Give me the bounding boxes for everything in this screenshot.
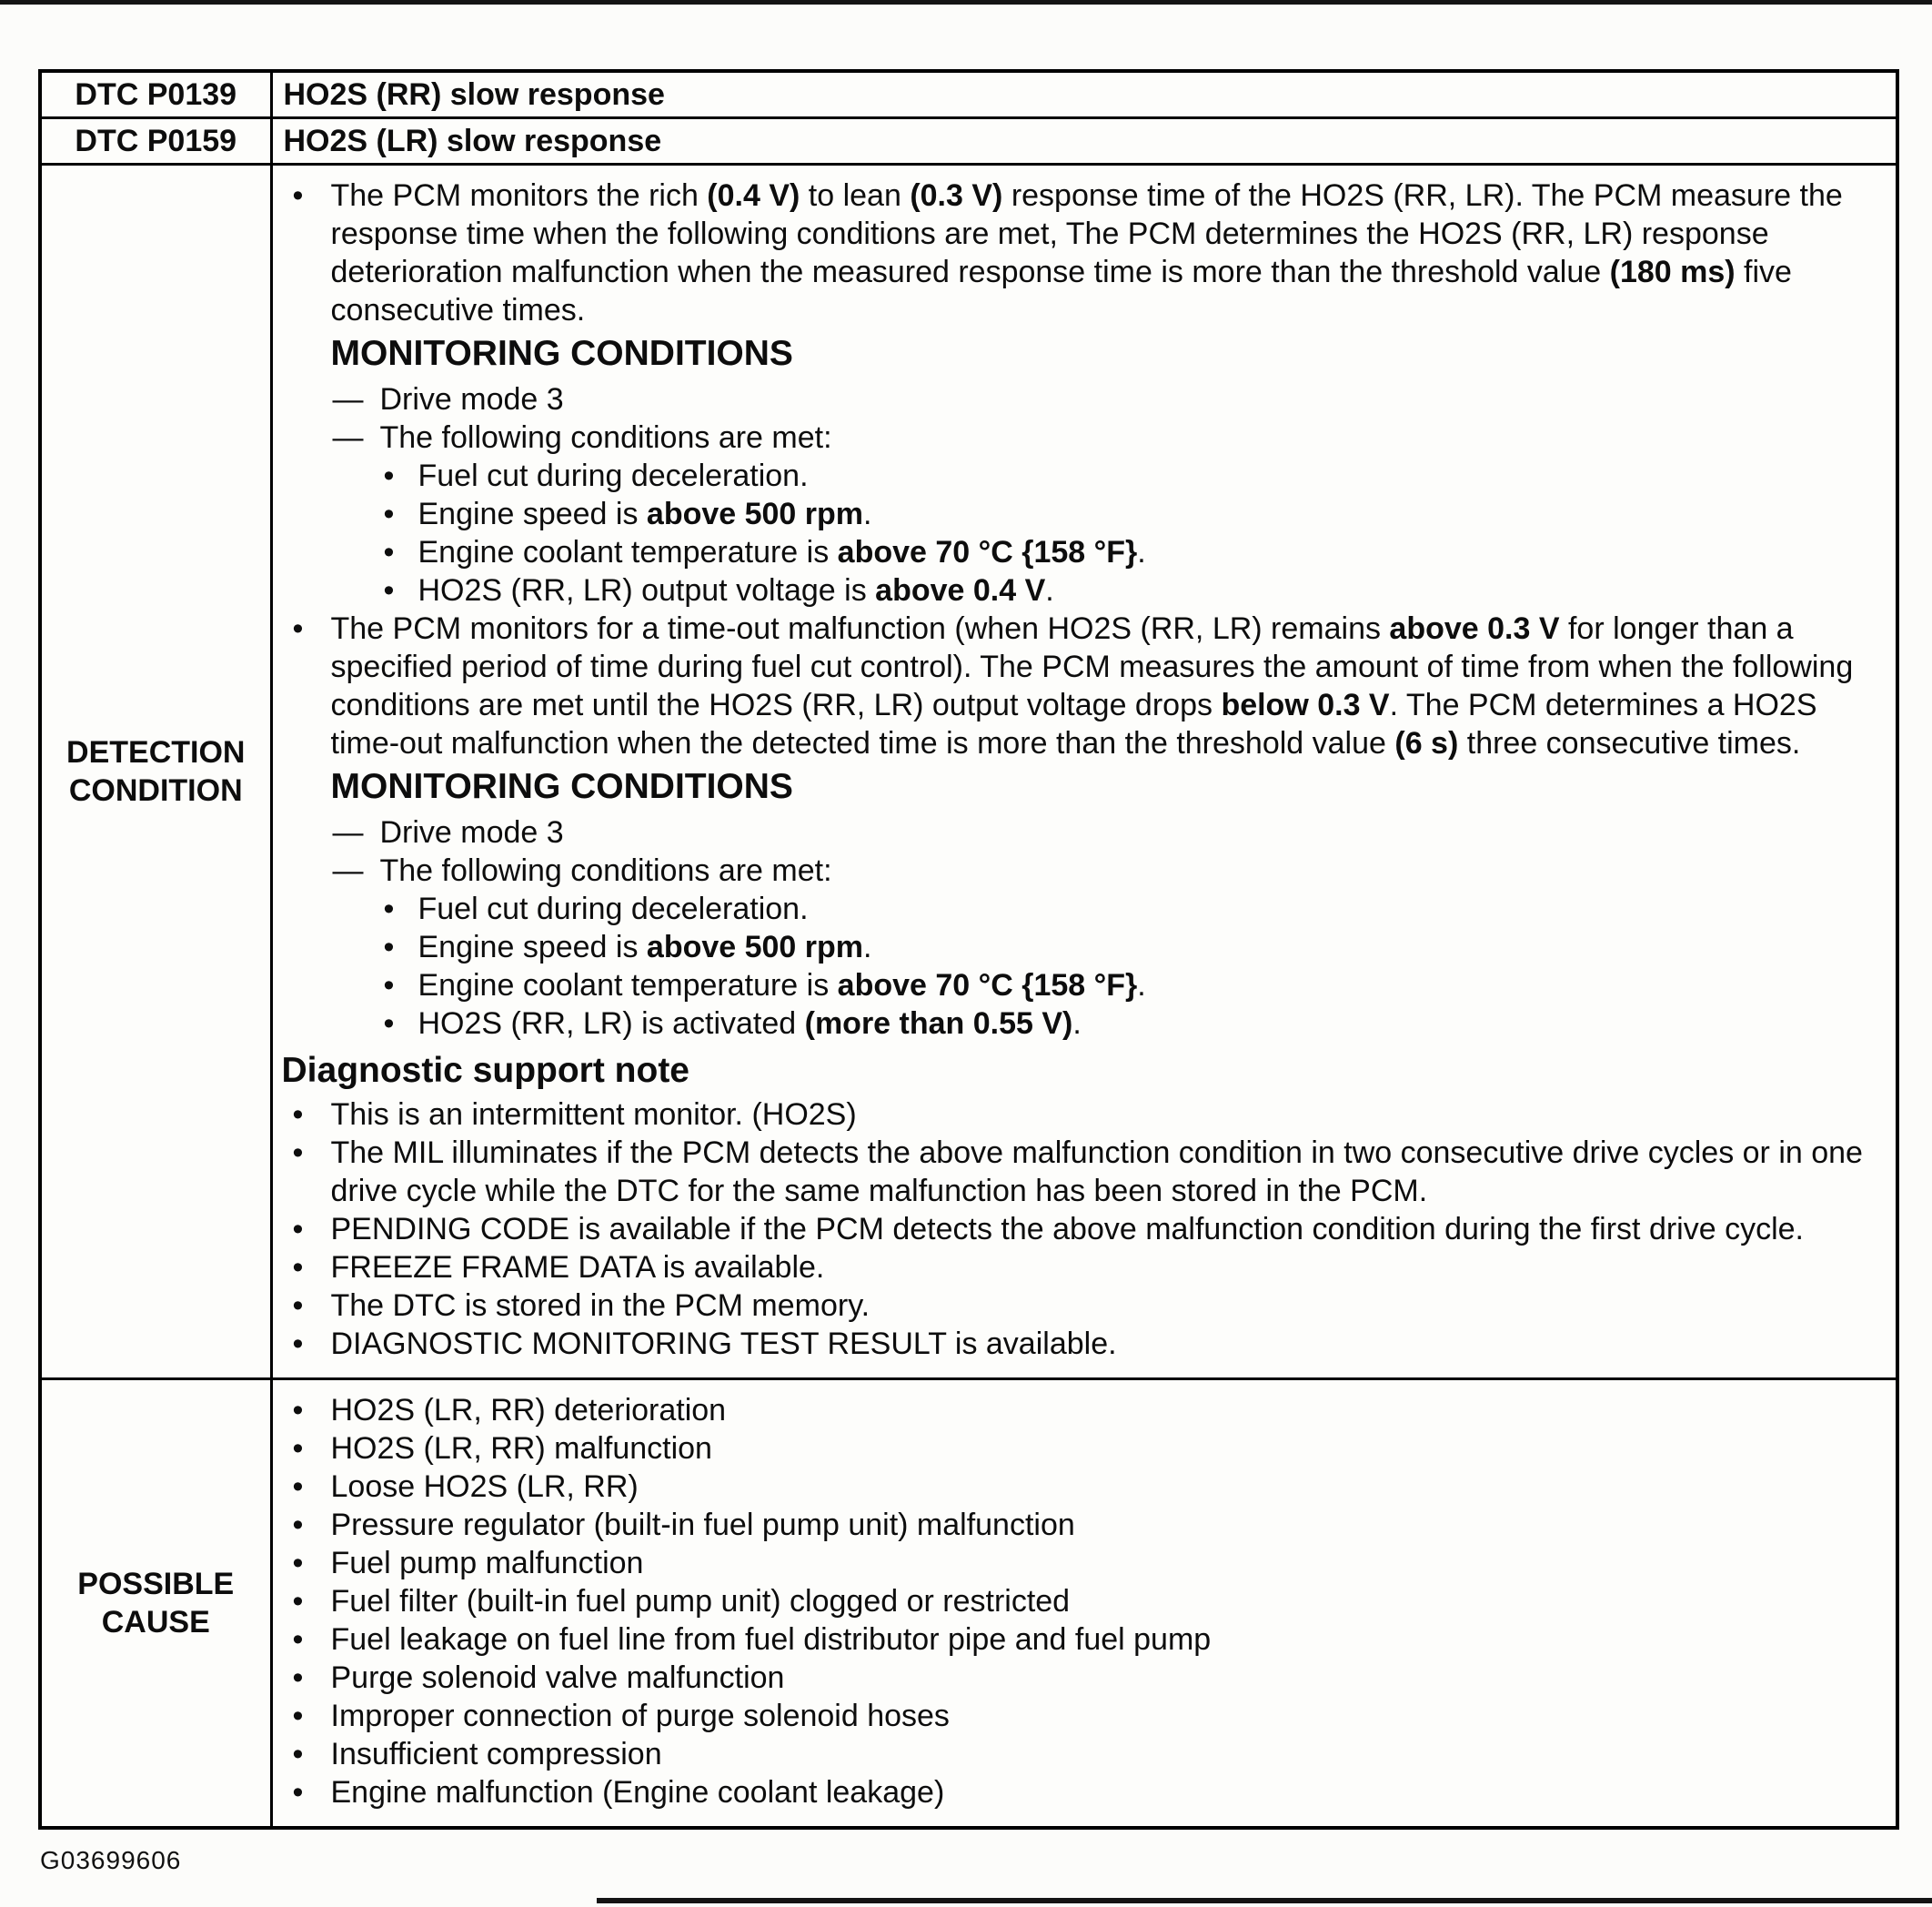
- cause-item: [293, 1659, 1880, 1697]
- text-run: The DTC is stored in the PCM memory.: [330, 1288, 870, 1323]
- sub-bullet-item: [384, 571, 1880, 610]
- item-text: [331, 1582, 1071, 1620]
- item-text: Drive mode 3: [379, 382, 564, 417]
- label-line: DETECTION: [66, 735, 246, 770]
- item-text: [331, 1468, 639, 1506]
- text-run: HO2S (LR, RR) deterioration: [330, 1393, 727, 1428]
- figure-id: G03699606: [40, 1846, 182, 1874]
- monitoring-conditions-heading: MONITORING CONDITIONS: [330, 334, 793, 373]
- text-run: This is an intermittent monitor. (HO2S): [330, 1097, 857, 1132]
- bullet-marker: •: [383, 573, 395, 608]
- bullet-marker: •: [292, 1288, 304, 1323]
- possible-cause-row: [40, 1379, 1897, 1829]
- sub-bullet-item: [384, 533, 1880, 571]
- text-run: Engine speed is: [418, 497, 647, 531]
- cause-item: [293, 1429, 1880, 1468]
- item-text: The following conditions are met:: [379, 853, 832, 888]
- item-text: [331, 1391, 727, 1429]
- label-line: POSSIBLE: [77, 1567, 235, 1601]
- bullet-marker: •: [292, 1135, 304, 1170]
- text-run: Engine coolant temperature is: [418, 968, 838, 1003]
- cause-item: [293, 1391, 1880, 1429]
- dash-marker: —: [332, 853, 364, 888]
- bullet-item: [293, 1325, 1880, 1363]
- text-run: Engine malfunction (Engine coolant leakage): [330, 1775, 945, 1810]
- emphasis-text: (180 ms): [1609, 255, 1736, 289]
- bullet-item: [293, 1286, 1880, 1325]
- item-text: [331, 1659, 785, 1697]
- label-line: CONDITION: [68, 773, 243, 808]
- bullet-marker: •: [292, 611, 304, 646]
- bullet-item: [293, 177, 1880, 329]
- text-run: HO2S (LR, RR) malfunction: [330, 1431, 712, 1466]
- bullet-item: [293, 1248, 1880, 1286]
- bullet-marker: •: [292, 1584, 304, 1619]
- text-run: Fuel cut during deceleration.: [418, 459, 809, 493]
- text-run: .: [1137, 535, 1146, 570]
- cause-item: [293, 1506, 1880, 1544]
- text-run: .: [1137, 968, 1146, 1003]
- label-line: CAUSE: [101, 1605, 210, 1640]
- bullet-marker: •: [292, 1660, 304, 1695]
- text-run: Pressure regulator (built-in fuel pump unit) malfunction: [330, 1508, 1075, 1542]
- emphasis-text: above 70 °C {158 °F}: [837, 968, 1138, 1003]
- bullet-marker: •: [383, 930, 395, 964]
- item-text: The following conditions are met:: [379, 420, 832, 455]
- bullet-marker: •: [292, 1775, 304, 1810]
- bullet-marker: •: [292, 1508, 304, 1542]
- cause-item: [293, 1773, 1880, 1811]
- scan-artifact-top-edge: [0, 0, 1932, 5]
- possible-cause-label: [40, 1379, 271, 1829]
- cause-item: [293, 1620, 1880, 1659]
- item-text: [418, 928, 872, 966]
- text-run: Improper connection of purge solenoid hoses: [330, 1699, 950, 1733]
- text-run: HO2S (RR, LR) output voltage is: [418, 573, 876, 608]
- item-text: [331, 1697, 950, 1735]
- item-text: [331, 1429, 712, 1468]
- text-run: The MIL illuminates if the PCM detects the above malfunction condition in two consecutive drive cycles or in one drive cycle while the DTC for the same malfunction has been stored in the PCM.: [330, 1135, 1863, 1208]
- bullet-item: [293, 1134, 1880, 1210]
- item-text: [331, 1506, 1075, 1544]
- bullet-marker: •: [292, 1431, 304, 1466]
- bullet-marker: •: [383, 968, 395, 1003]
- dtc-code-p0139: DTC P0139: [40, 71, 271, 118]
- text-run: Purge solenoid valve malfunction: [330, 1660, 785, 1695]
- sub-bullet-item: [384, 966, 1880, 1004]
- item-text: [418, 890, 809, 928]
- dash-item: [333, 852, 1880, 890]
- text-run: FREEZE FRAME DATA is available.: [330, 1250, 825, 1285]
- bullet-marker: •: [383, 535, 395, 570]
- emphasis-text: (more than 0.55 V): [804, 1006, 1073, 1041]
- sub-bullet-item: [384, 890, 1880, 928]
- emphasis-text: below 0.3 V: [1221, 688, 1390, 722]
- item-text: [331, 610, 1880, 762]
- item-text: [331, 1620, 1212, 1659]
- text-run: .: [863, 930, 872, 964]
- text-run: PENDING CODE is available if the PCM detects the above malfunction condition during the first drive cycle.: [330, 1212, 1804, 1246]
- scan-artifact-bottom-edge: [597, 1898, 1932, 1903]
- item-text: [331, 1095, 857, 1134]
- sub-bullet-item: [384, 1004, 1880, 1043]
- item-text: [418, 966, 1146, 1004]
- emphasis-text: (6 s): [1394, 726, 1459, 761]
- sub-bullet-item: [384, 457, 1880, 495]
- text-run: The PCM monitors the rich: [330, 178, 708, 213]
- bullet-marker: •: [383, 497, 395, 531]
- bullet-marker: •: [383, 1006, 395, 1041]
- item-text: [331, 1773, 945, 1811]
- detection-condition-row: [40, 165, 1897, 1379]
- dtc-row-p0139: [40, 71, 1897, 118]
- diagnostic-support-note-heading: Diagnostic support note: [281, 1051, 689, 1090]
- dash-item: [333, 380, 1880, 419]
- item-text: [331, 1286, 870, 1325]
- text-run: Insufficient compression: [330, 1737, 662, 1771]
- cause-item: [293, 1735, 1880, 1773]
- item-text: [331, 1134, 1880, 1210]
- text-run: response time of the HO2S (RR, LR). The PCM measure the response time when the following conditions are met, The PCM determines the HO2S (RR, LR) response deterioration malfunction when the measured response time is more than the threshold value: [330, 178, 1843, 289]
- bullet-marker: •: [383, 459, 395, 493]
- dtc-row-p0159: [40, 118, 1897, 165]
- emphasis-text: above 0.3 V: [1389, 611, 1560, 646]
- text-run: Fuel filter (built-in fuel pump unit) clogged or restricted: [330, 1584, 1071, 1619]
- cause-item: [293, 1582, 1880, 1620]
- bullet-marker: •: [292, 1097, 304, 1132]
- bullet-marker: •: [292, 1469, 304, 1504]
- text-run: for longer than a specified period of time during fuel cut control). The PCM measures the amount of time from when the following conditions are met until the HO2S (RR, LR) output voltage drops: [330, 611, 1854, 722]
- bullet-item: [293, 1210, 1880, 1248]
- text-run: .: [1072, 1006, 1082, 1041]
- text-run: three consecutive times.: [1458, 726, 1801, 761]
- detection-condition-content: [271, 165, 1897, 1379]
- dash-marker: —: [332, 382, 364, 417]
- dash-item: [333, 419, 1880, 457]
- bullet-marker: •: [292, 178, 304, 213]
- bullet-marker: •: [383, 892, 395, 926]
- cause-item: [293, 1468, 1880, 1506]
- emphasis-text: above 500 rpm: [646, 497, 864, 531]
- dash-item: [333, 813, 1880, 852]
- emphasis-text: (0.3 V): [910, 178, 1003, 213]
- dash-marker: —: [332, 815, 364, 850]
- emphasis-text: above 70 °C {158 °F}: [837, 535, 1138, 570]
- emphasis-text: above 500 rpm: [646, 930, 864, 964]
- bullet-marker: •: [292, 1699, 304, 1733]
- item-text: [418, 457, 809, 495]
- text-run: DIAGNOSTIC MONITORING TEST RESULT is available.: [330, 1327, 1117, 1361]
- text-run: . The PCM determines a HO2S time-out malfunction when the detected time is more than the threshold value: [330, 688, 1817, 761]
- bullet-marker: •: [292, 1212, 304, 1246]
- bullet-marker: •: [292, 1250, 304, 1285]
- item-text: [331, 1248, 825, 1286]
- text-run: Fuel leakage on fuel line from fuel distributor pipe and fuel pump: [330, 1622, 1212, 1657]
- text-run: Engine speed is: [418, 930, 647, 964]
- text-run: .: [1045, 573, 1054, 608]
- dtc-table: [38, 69, 1899, 1830]
- item-text: [331, 1210, 1805, 1248]
- text-run: HO2S (RR, LR) is activated: [418, 1006, 805, 1041]
- cause-item: [293, 1544, 1880, 1582]
- bullet-item: [293, 1095, 1880, 1134]
- text-run: to lean: [800, 178, 911, 213]
- item-text: [418, 571, 1054, 610]
- bullet-marker: •: [292, 1622, 304, 1657]
- emphasis-text: (0.4 V): [707, 178, 800, 213]
- bullet-item: [293, 610, 1880, 762]
- item-text: [418, 1004, 1082, 1043]
- detection-condition-label: [40, 165, 271, 1379]
- item-text: [331, 1544, 644, 1582]
- bullet-marker: •: [292, 1546, 304, 1580]
- item-text: [418, 533, 1146, 571]
- item-text: [331, 1735, 662, 1773]
- possible-cause-content: [271, 1379, 1897, 1829]
- item-text: [418, 495, 872, 533]
- text-run: Engine coolant temperature is: [418, 535, 838, 570]
- cause-item: [293, 1697, 1880, 1735]
- text-run: The PCM monitors for a time-out malfunction (when HO2S (RR, LR) remains: [330, 611, 1390, 646]
- text-run: Fuel cut during deceleration.: [418, 892, 809, 926]
- text-run: five consecutive times.: [330, 255, 1792, 328]
- dtc-title-p0139: HO2S (RR) slow response: [271, 71, 1897, 118]
- item-text: [331, 1325, 1117, 1363]
- dtc-title-p0159: HO2S (LR) slow response: [271, 118, 1897, 165]
- monitoring-conditions-heading: MONITORING CONDITIONS: [330, 767, 793, 806]
- emphasis-text: above 0.4 V: [875, 573, 1046, 608]
- sub-bullet-item: [384, 928, 1880, 966]
- sub-bullet-item: [384, 495, 1880, 533]
- item-text: Drive mode 3: [379, 815, 564, 850]
- text-run: Loose HO2S (LR, RR): [330, 1469, 639, 1504]
- text-run: Fuel pump malfunction: [330, 1546, 644, 1580]
- bullet-marker: •: [292, 1737, 304, 1771]
- bullet-marker: •: [292, 1327, 304, 1361]
- bullet-marker: •: [292, 1393, 304, 1428]
- item-text: [331, 177, 1880, 329]
- dtc-code-p0159: DTC P0159: [40, 118, 271, 165]
- text-run: .: [863, 497, 872, 531]
- dash-marker: —: [332, 420, 364, 455]
